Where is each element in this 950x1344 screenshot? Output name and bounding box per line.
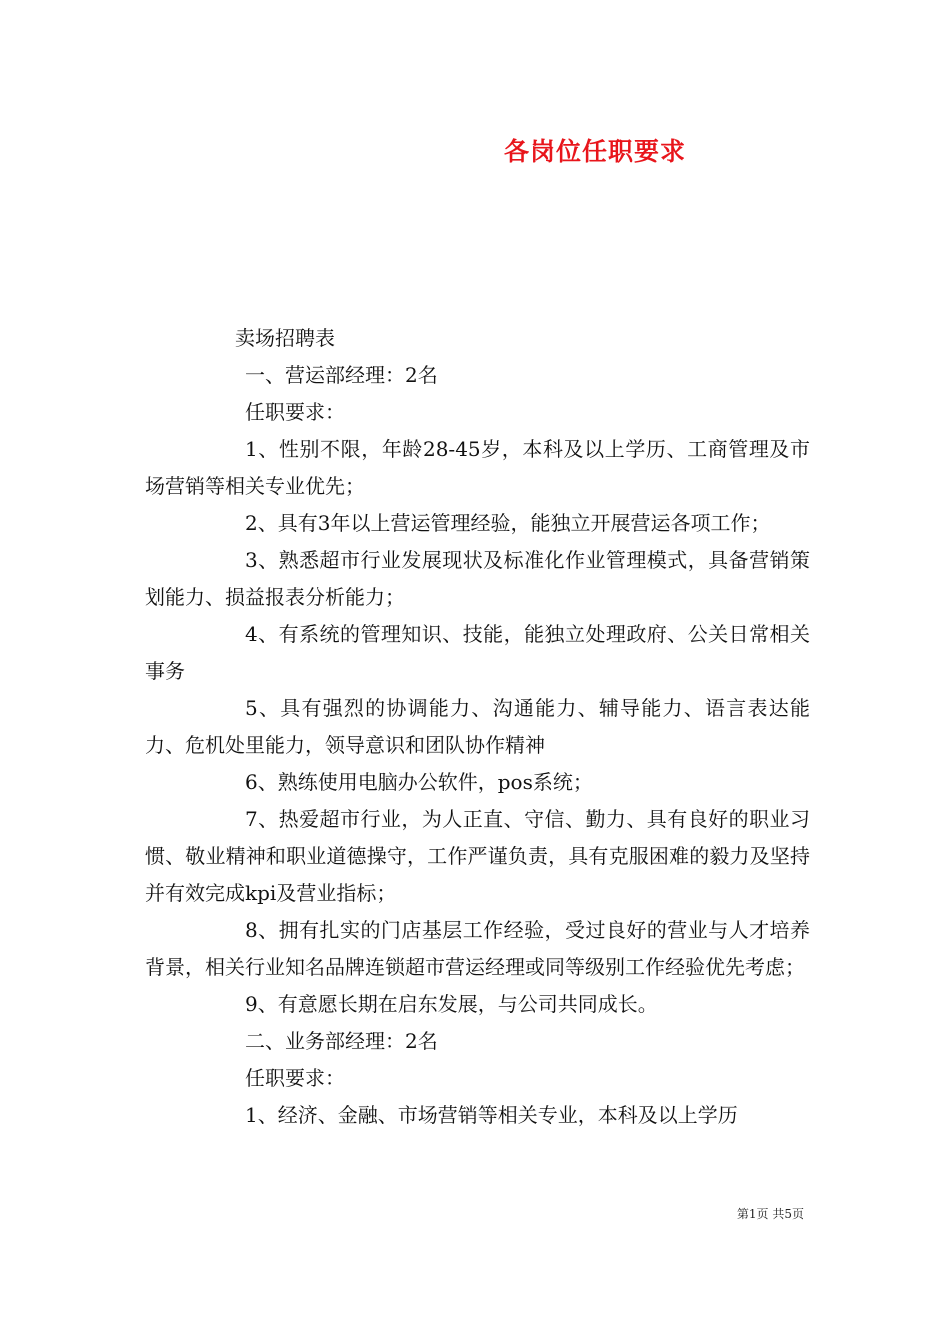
requirements-label: 任职要求： — [245, 1066, 345, 1090]
requirement-item: 4、有系统的管理知识、技能，能独立处理政府、公关日常相关事务 — [145, 622, 810, 683]
position-heading: 一、营运部经理：2名 — [245, 363, 438, 387]
requirement-item: 1、性别不限，年龄28-45岁，本科及以上学历、工商管理及市场营销等相关专业优先； — [145, 437, 810, 498]
requirement-item: 9、有意愿长期在启东发展，与公司共同成长。 — [245, 992, 658, 1016]
requirement-item: 1、经济、金融、市场营销等相关专业，本科及以上学历 — [245, 1103, 738, 1127]
document-body — [145, 320, 810, 1134]
requirement-item: 8、拥有扎实的门店基层工作经验，受过良好的营业与人才培养背景，相关行业知名品牌连锁超市营运经理或同等级别工作经验优先考虑； — [145, 918, 810, 979]
requirements-label: 任职要求： — [245, 400, 345, 424]
requirement-item: 7、热爱超市行业，为人正直、守信、勤力、具有良好的职业习惯、敬业精神和职业道德操守，工作严谨负责，具有克服困难的毅力及坚持并有效完成kpi及营业指标； — [145, 807, 810, 905]
page-footer: 第1页 共5页 — [736, 1207, 804, 1221]
document-title: 各岗位任职要求 — [503, 137, 686, 166]
requirement-item: 2、具有3年以上营运管理经验，能独立开展营运各项工作； — [245, 511, 771, 535]
requirement-item: 5、具有强烈的协调能力、沟通能力、辅导能力、语言表达能力、危机处里能力，领导意识和团队协作精神 — [145, 696, 810, 757]
position-heading: 二、业务部经理：2名 — [245, 1029, 438, 1053]
requirement-item: 6、熟练使用电脑办公软件，pos系统； — [245, 770, 593, 794]
requirement-item: 3、熟悉超市行业发展现状及标准化作业管理模式，具备营销策划能力、损益报表分析能力； — [145, 548, 810, 609]
section-heading: 卖场招聘表 — [235, 326, 335, 350]
